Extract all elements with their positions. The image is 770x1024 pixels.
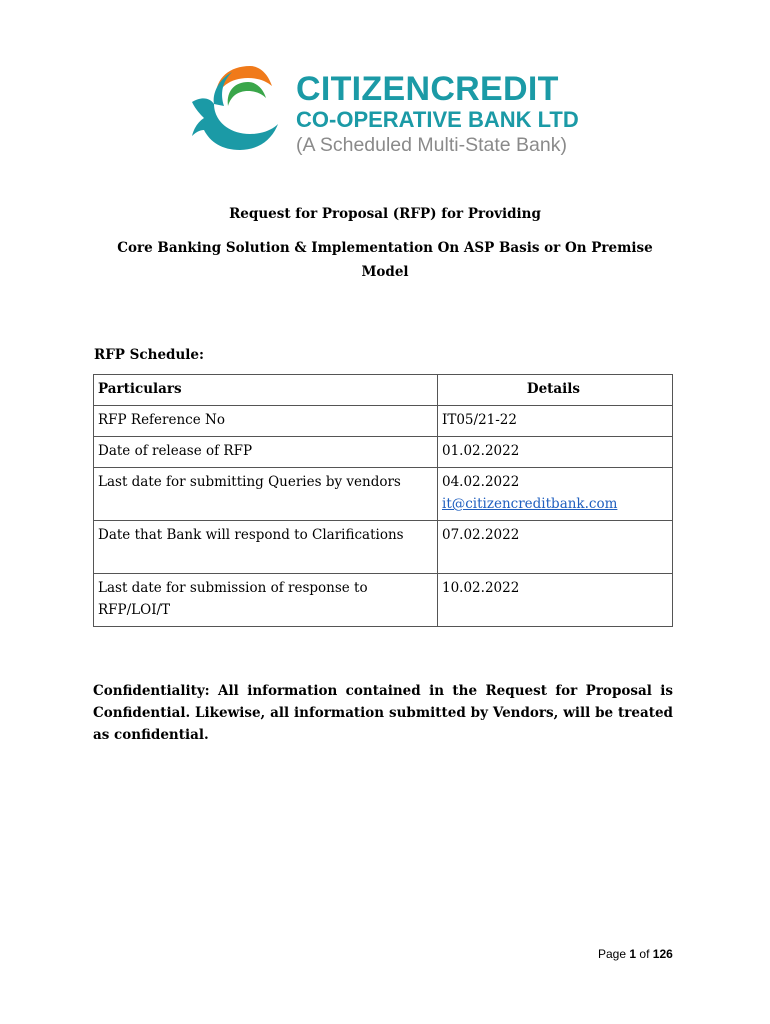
detail-cell: IT05/21-22 — [438, 406, 673, 437]
bank-type: CO-OPERATIVE BANK LTD — [296, 107, 579, 132]
particular-cell: Last date for submission of response to RFP/LOI/T — [94, 574, 438, 627]
detail-date: 04.02.2022 — [442, 474, 520, 490]
details-header: Details — [438, 375, 673, 406]
document-title: Request for Proposal (RFP) for Providing — [229, 206, 541, 222]
detail-cell: 07.02.2022 — [438, 521, 673, 574]
bank-logo — [188, 58, 608, 158]
particular-cell: Last date for submitting Queries by vendors — [94, 468, 438, 521]
page-footer — [598, 947, 673, 961]
document-subtitle: Core Banking Solution & Implementation On ASP Basis or On Premise Model — [117, 240, 653, 280]
table-header-row — [94, 375, 673, 406]
page-number: 1 — [629, 947, 637, 961]
detail-cell — [438, 468, 673, 521]
brand-name: CITIZENCREDIT — [296, 70, 559, 108]
table-row — [94, 437, 673, 468]
rfp-schedule-table — [93, 374, 673, 627]
confidentiality-notice: Confidentiality: All information contained in the Request for Proposal is Confidential. Likewise, all information submitted by Vendors, will be treated as confidential. — [93, 683, 673, 743]
table-row — [94, 406, 673, 437]
detail-cell: 01.02.2022 — [438, 437, 673, 468]
dove-logo-icon — [188, 58, 294, 158]
of-label: of — [639, 947, 650, 961]
detail-cell: 10.02.2022 — [438, 574, 673, 627]
particular-cell: Date of release of RFP — [94, 437, 438, 468]
schedule-heading: RFP Schedule: — [94, 347, 204, 363]
table-row — [94, 574, 673, 627]
page-label: Page — [598, 947, 627, 961]
email-link[interactable]: it@citizencreditbank.com — [442, 496, 618, 512]
particular-cell: RFP Reference No — [94, 406, 438, 437]
bank-tagline: (A Scheduled Multi-State Bank) — [296, 134, 567, 156]
table-row — [94, 521, 673, 574]
total-pages: 126 — [652, 947, 673, 961]
particular-cell: Date that Bank will respond to Clarifications — [94, 521, 438, 574]
particulars-header: Particulars — [94, 375, 438, 406]
table-row — [94, 468, 673, 521]
